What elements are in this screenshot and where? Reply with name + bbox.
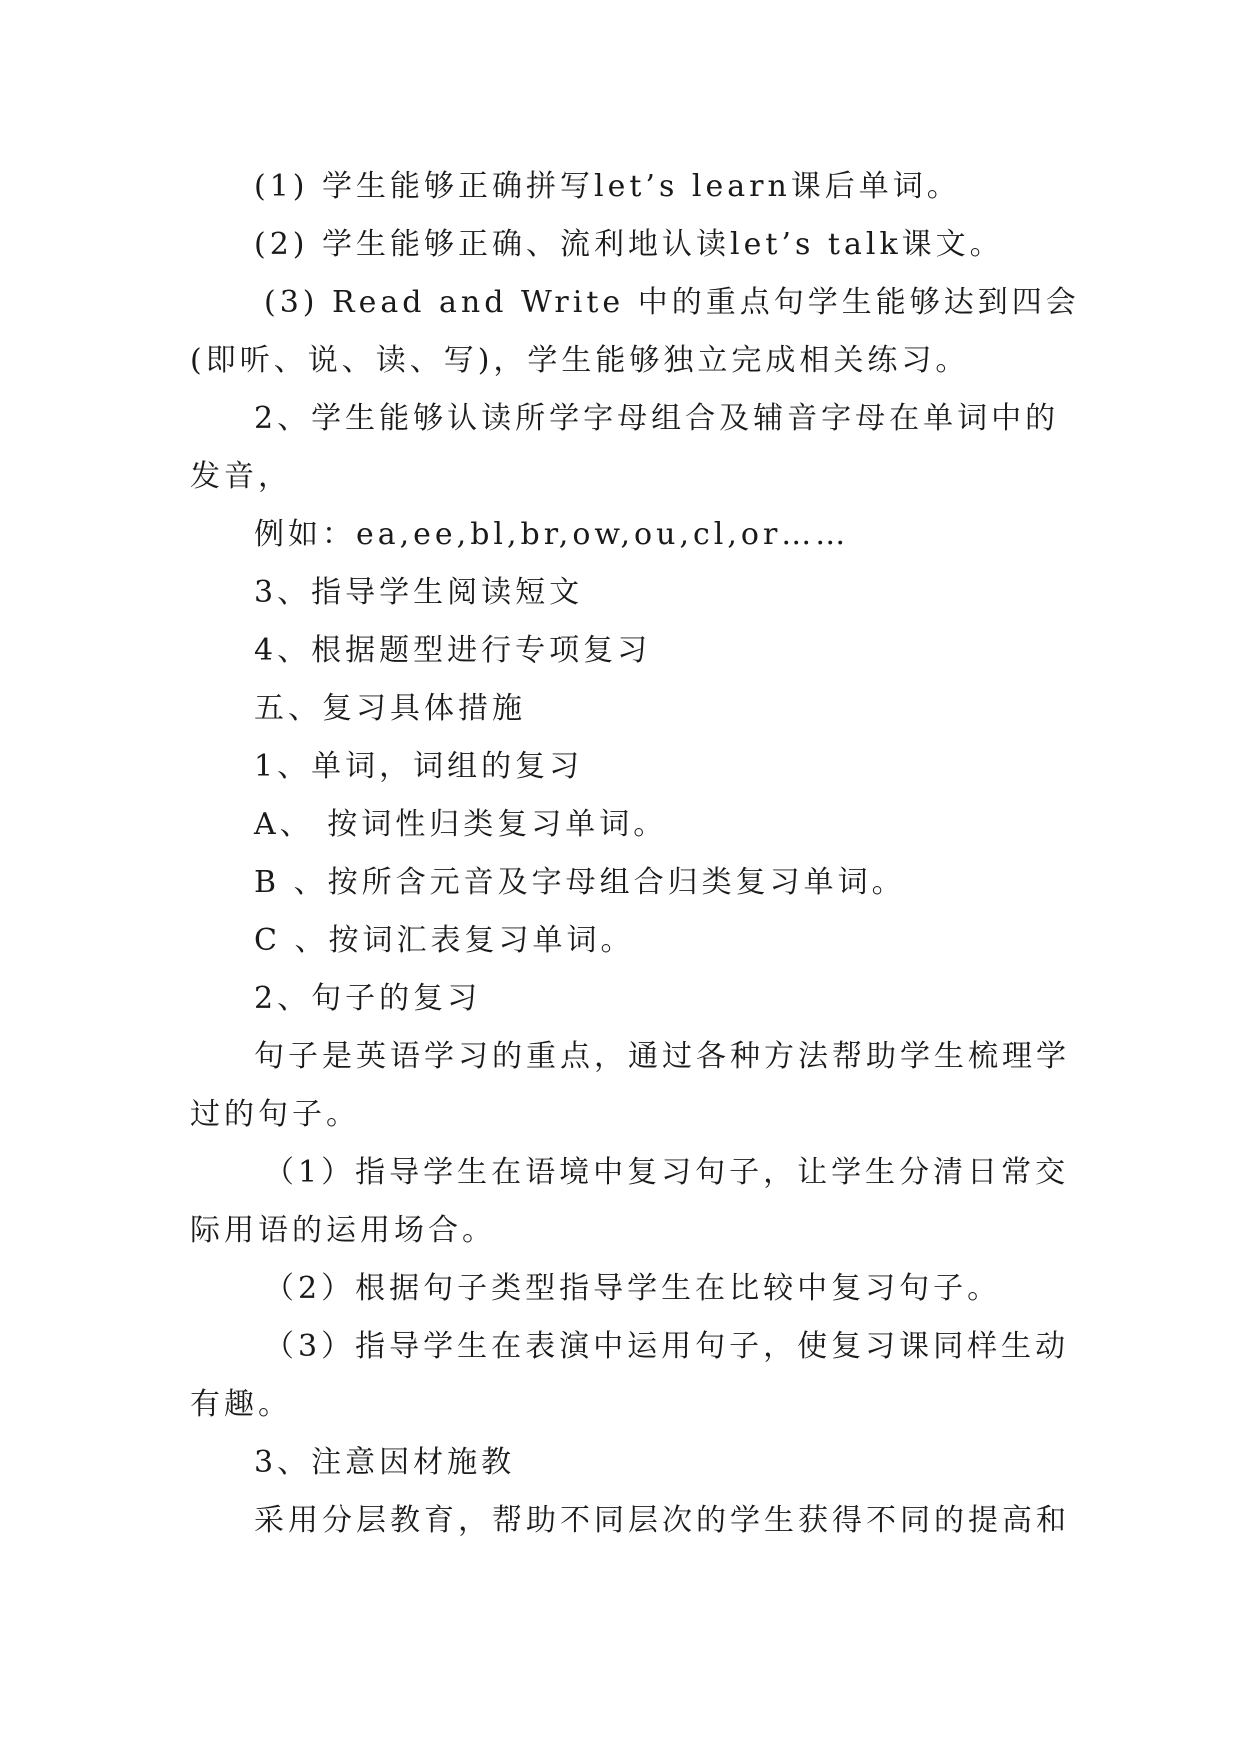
text-line-3: (3) Read and Write 中的重点句学生能够达到四会: [264, 285, 1080, 320]
text-line-17: 过的句子。: [190, 1097, 360, 1132]
text-line-24: 采用分层教育，帮助不同层次的学生获得不同的提高和: [254, 1503, 1070, 1538]
text-line-4: (即听、说、读、写)，学生能够独立完成相关练习。: [190, 343, 970, 378]
text-line-14: C 、按词汇表复习单词。: [254, 923, 635, 958]
text-line-21: （3）指导学生在表演中运用句子，使复习课同样生动: [264, 1329, 1070, 1364]
text-line-7: 例如：ea,ee,bl,br,ow,ou,cl,or……: [254, 517, 850, 552]
text-line-9: 4、根据题型进行专项复习: [254, 633, 652, 668]
text-line-6: 发音，: [190, 459, 292, 494]
text-line-8: 3、指导学生阅读短文: [254, 575, 584, 610]
text-line-2: (2) 学生能够正确、流利地认读let’s talk课文。: [254, 227, 1004, 262]
text-line-20: （2）根据句子类型指导学生在比较中复习句子。: [264, 1271, 1002, 1306]
section-heading: 五、复习具体措施: [254, 691, 526, 726]
text-line-13: B 、按所含元音及字母组合归类复习单词。: [254, 865, 906, 900]
text-line-23: 3、注意因材施教: [254, 1445, 516, 1480]
text-line-16: 句子是英语学习的重点，通过各种方法帮助学生梳理学: [254, 1039, 1070, 1074]
text-line-18: （1）指导学生在语境中复习句子，让学生分清日常交: [264, 1155, 1070, 1190]
text-line-5: 2、学生能够认读所学字母组合及辅音字母在单词中的: [254, 401, 1060, 436]
text-line-19: 际用语的运用场合。: [190, 1213, 496, 1248]
text-line-22: 有趣。: [190, 1387, 292, 1422]
text-line-12: A、 按词性归类复习单词。: [254, 807, 668, 842]
document-page: [190, 158, 1080, 1550]
text-line-1: (1) 学生能够正确拼写let’s learn课后单词。: [254, 169, 961, 204]
text-line-11: 1、单词，词组的复习: [254, 749, 584, 784]
text-line-15: 2、句子的复习: [254, 981, 482, 1016]
